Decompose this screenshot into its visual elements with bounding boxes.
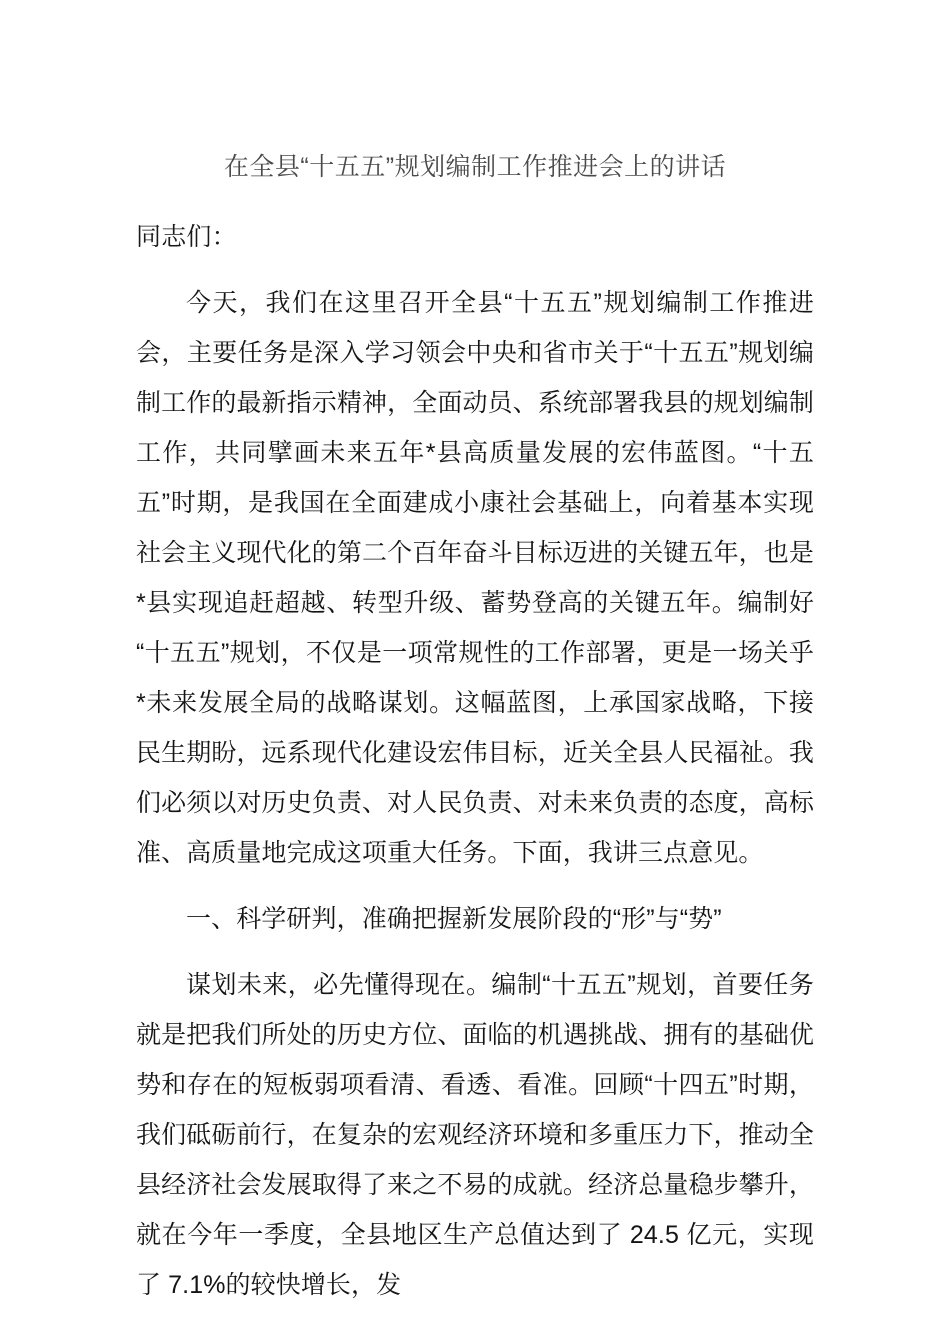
page-title: 在全县“十五五”规划编制工作推进会上的讲话	[223, 153, 727, 181]
document-content-column	[136, 0, 814, 1310]
salutation: 同志们：	[136, 223, 237, 251]
paragraph-section-one-body: 谋划未来，必先懂得现在。编制“十五五”规划，首要任务就是把我们所处的历史方位、面临的机遇挑战、拥有的基础优势和存在的短板弱项看清、看透、看准。回顾“十四五”时期，我们砥砺前行，在复杂的宏观经济环境和多重压力下，推动全县经济社会发展取得了来之不易的成就。经济总量稳步攀升，就在今年一季度，全县地区生产总值达到了 24.5 亿元，实现了 7.1%的较快增长，发	[136, 971, 814, 1299]
paragraph-intro: 今天，我们在这里召开全县“十五五”规划编制工作推进会，主要任务是深入学习领会中央和省市关于“十五五”规划编制工作的最新指示精神，全面动员、系统部署我县的规划编制工作，共同擘画未来五年*县高质量发展的宏伟蓝图。“十五五”时期，是我国在全面建成小康社会基础上，向着基本实现社会主义现代化的第二个百年奋斗目标迈进的关键五年，也是*县实现追赶超越、转型升级、蓄势登高的关键五年。编制好“十五五”规划，不仅是一项常规性的工作部署，更是一场关乎*未来发展全局的战略谋划。这幅蓝图，上承国家战略，下接民生期盼，远系现代化建设宏伟目标，近关全县人民福祉。我们必须以对历史负责、对人民负责、对未来负责的态度，高标准、高质量地完成这项重大任务。下面，我讲三点意见。	[136, 289, 814, 867]
section-heading-one: 一、科学研判，准确把握新发展阶段的“形”与“势”	[186, 905, 722, 933]
